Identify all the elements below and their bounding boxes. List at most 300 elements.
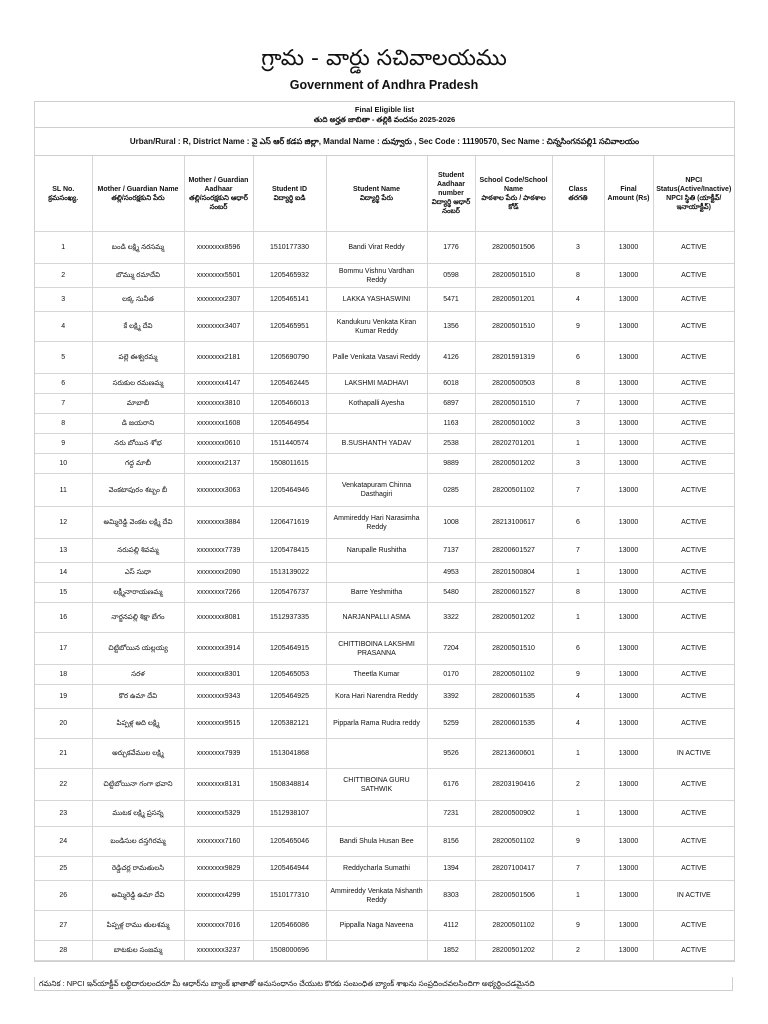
table-row	[35, 232, 734, 264]
cell-student-aadhaar: 7231	[427, 801, 475, 827]
cell-final-amount: 13000	[604, 507, 653, 539]
cell-npci-status: ACTIVE	[653, 709, 734, 739]
cell-npci-status: IN ACTIVE	[653, 881, 734, 911]
cell-npci-status: ACTIVE	[653, 857, 734, 881]
cell-student-id: 1205382121	[253, 709, 326, 739]
cell-class: 1	[552, 801, 604, 827]
cell-sl-no: 22	[35, 769, 92, 801]
cell-class: 3	[552, 454, 604, 474]
cell-sl-no: 20	[35, 709, 92, 739]
table-row	[35, 709, 734, 739]
cell-npci-status: ACTIVE	[653, 312, 734, 342]
table-row	[35, 827, 734, 857]
cell-class: 4	[552, 709, 604, 739]
cell-mother-aadhaar: xxxxxxxx3810	[184, 394, 253, 414]
cell-sl-no: 3	[35, 288, 92, 312]
cell-mother-name: బొమ్ము రమాదేవి	[92, 264, 184, 288]
cell-student-aadhaar: 3322	[427, 603, 475, 633]
cell-npci-status: ACTIVE	[653, 474, 734, 507]
cell-student-id: 1511440574	[253, 434, 326, 454]
cell-student-name: Palle Venkata Vasavi Reddy	[326, 342, 427, 374]
cell-student-aadhaar: 0598	[427, 264, 475, 288]
cell-mother-name: ఎస్ సుధా	[92, 563, 184, 583]
cell-npci-status: ACTIVE	[653, 454, 734, 474]
cell-student-aadhaar: 5259	[427, 709, 475, 739]
cell-final-amount: 13000	[604, 857, 653, 881]
cell-student-name	[326, 941, 427, 961]
cell-student-id: 1205478415	[253, 539, 326, 563]
cell-sl-no: 12	[35, 507, 92, 539]
cell-student-name: Pipparla Rama Rudra reddy	[326, 709, 427, 739]
cell-npci-status: ACTIVE	[653, 539, 734, 563]
cell-mother-aadhaar: xxxxxxxx3914	[184, 633, 253, 665]
cell-student-name: CHITTIBOINA LAKSHMI PRASANNA	[326, 633, 427, 665]
cell-student-aadhaar: 1776	[427, 232, 475, 264]
cell-student-name: B.SUSHANTH YADAV	[326, 434, 427, 454]
cell-student-id: 1206471619	[253, 507, 326, 539]
column-header-mother-name: Mother / Guardian Name తల్లి/సంరక్షకుని పేరు	[92, 156, 184, 232]
cell-final-amount: 13000	[604, 603, 653, 633]
cell-mother-name: పిప్పళ్ల అది లక్ష్మి	[92, 709, 184, 739]
cell-npci-status: ACTIVE	[653, 264, 734, 288]
column-header-student-id: Student ID విద్యార్థి ఐడి	[253, 156, 326, 232]
cell-student-name	[326, 739, 427, 769]
cell-class: 1	[552, 563, 604, 583]
cell-student-name: Kothapalli Ayesha	[326, 394, 427, 414]
table-body	[35, 232, 734, 961]
cell-school-code: 28201500804	[475, 563, 552, 583]
cell-school-code: 28200501510	[475, 264, 552, 288]
list-title-en: Final Eligible list	[354, 105, 415, 114]
cell-final-amount: 13000	[604, 911, 653, 941]
cell-student-aadhaar: 6897	[427, 394, 475, 414]
cell-mother-aadhaar: xxxxxxxx3237	[184, 941, 253, 961]
cell-mother-aadhaar: xxxxxxxx3884	[184, 507, 253, 539]
cell-student-id: 1513139022	[253, 563, 326, 583]
cell-final-amount: 13000	[604, 394, 653, 414]
cell-npci-status: ACTIVE	[653, 665, 734, 685]
cell-school-code: 28200501202	[475, 454, 552, 474]
cell-class: 3	[552, 414, 604, 434]
cell-student-name: LAKSHMI MADHAVI	[326, 374, 427, 394]
cell-school-code: 28201591319	[475, 342, 552, 374]
cell-student-name: Barre Yeshmitha	[326, 583, 427, 603]
cell-class: 8	[552, 264, 604, 288]
cell-class: 9	[552, 911, 604, 941]
cell-student-id: 1205466086	[253, 911, 326, 941]
cell-sl-no: 23	[35, 801, 92, 827]
cell-npci-status: ACTIVE	[653, 685, 734, 709]
cell-student-name	[326, 454, 427, 474]
table-row	[35, 312, 734, 342]
cell-student-aadhaar: 8156	[427, 827, 475, 857]
table-row	[35, 769, 734, 801]
table-row	[35, 603, 734, 633]
cell-mother-aadhaar: xxxxxxxx5501	[184, 264, 253, 288]
cell-final-amount: 13000	[604, 434, 653, 454]
cell-mother-name: రెడ్డిచర్ల రామతులసి	[92, 857, 184, 881]
cell-student-id: 1508348814	[253, 769, 326, 801]
cell-class: 2	[552, 941, 604, 961]
cell-student-aadhaar: 1163	[427, 414, 475, 434]
cell-student-name: Pippalla Naga Naveena	[326, 911, 427, 941]
cell-student-aadhaar: 7137	[427, 539, 475, 563]
cell-student-id: 1510177310	[253, 881, 326, 911]
cell-student-name: Theetla Kumar	[326, 665, 427, 685]
cell-sl-no: 21	[35, 739, 92, 769]
cell-mother-aadhaar: xxxxxxxx8131	[184, 769, 253, 801]
cell-student-id: 1513041868	[253, 739, 326, 769]
cell-mother-aadhaar: xxxxxxxx1608	[184, 414, 253, 434]
cell-mother-aadhaar: xxxxxxxx2090	[184, 563, 253, 583]
column-header-final-amount: Final Amount (Rs)	[604, 156, 653, 232]
column-header-class: Class తరగతి	[552, 156, 604, 232]
cell-mother-aadhaar: xxxxxxxx9515	[184, 709, 253, 739]
cell-student-aadhaar: 4953	[427, 563, 475, 583]
cell-class: 2	[552, 769, 604, 801]
cell-npci-status: ACTIVE	[653, 507, 734, 539]
cell-student-aadhaar: 7204	[427, 633, 475, 665]
cell-school-code: 28200500902	[475, 801, 552, 827]
cell-mother-aadhaar: xxxxxxxx8596	[184, 232, 253, 264]
table-row	[35, 288, 734, 312]
list-title-te: తుది అర్హత జాబితా - తల్లికి వందనం 2025-2026	[313, 115, 456, 124]
cell-mother-aadhaar: xxxxxxxx9343	[184, 685, 253, 709]
cell-student-aadhaar: 1394	[427, 857, 475, 881]
cell-student-aadhaar: 2538	[427, 434, 475, 454]
cell-npci-status: ACTIVE	[653, 288, 734, 312]
table-row	[35, 394, 734, 414]
cell-sl-no: 11	[35, 474, 92, 507]
cell-final-amount: 13000	[604, 941, 653, 961]
cell-school-code: 28200501510	[475, 394, 552, 414]
cell-class: 7	[552, 394, 604, 414]
cell-final-amount: 13000	[604, 539, 653, 563]
cell-npci-status: IN ACTIVE	[653, 739, 734, 769]
cell-class: 6	[552, 507, 604, 539]
cell-student-id: 1512938107	[253, 801, 326, 827]
cell-mother-aadhaar: xxxxxxxx2307	[184, 288, 253, 312]
cell-npci-status: ACTIVE	[653, 342, 734, 374]
cell-student-id: 1205464925	[253, 685, 326, 709]
cell-mother-name: బండి లక్ష్మి నరసమ్మ	[92, 232, 184, 264]
cell-mother-aadhaar: xxxxxxxx7266	[184, 583, 253, 603]
table-row	[35, 539, 734, 563]
cell-school-code: 28200501510	[475, 633, 552, 665]
cell-npci-status: ACTIVE	[653, 374, 734, 394]
cell-school-code: 28200501002	[475, 414, 552, 434]
secretariat-info-line: Urban/Rural : R, District Name : వై ఎస్ ఆర్ కడప జిల్లా, Mandal Name : దువ్వూరు , Sec Code : 11190570, Sec Name : చిన్నసింగనపల్లి1 సచివాలయం	[35, 128, 734, 156]
list-title-block	[35, 102, 734, 128]
cell-class: 7	[552, 474, 604, 507]
eligible-list-table	[35, 156, 734, 961]
cell-school-code: 28200501202	[475, 941, 552, 961]
cell-final-amount: 13000	[604, 374, 653, 394]
cell-class: 9	[552, 827, 604, 857]
cell-student-name	[326, 563, 427, 583]
table-row	[35, 342, 734, 374]
cell-final-amount: 13000	[604, 232, 653, 264]
cell-student-aadhaar: 6176	[427, 769, 475, 801]
cell-student-name: Narupalle Rushitha	[326, 539, 427, 563]
cell-school-code: 28200501201	[475, 288, 552, 312]
table-header-row	[35, 156, 734, 232]
cell-student-aadhaar: 5480	[427, 583, 475, 603]
cell-class: 1	[552, 603, 604, 633]
column-header-sl-no: SL No. క్రమసంఖ్య.	[35, 156, 92, 232]
cell-final-amount: 13000	[604, 474, 653, 507]
cell-sl-no: 9	[35, 434, 92, 454]
cell-school-code: 28200601535	[475, 709, 552, 739]
cell-mother-name: చిట్టిబోయినా గంగా భవాని	[92, 769, 184, 801]
cell-final-amount: 13000	[604, 881, 653, 911]
cell-mother-name: కే లక్ష్మి దేవి	[92, 312, 184, 342]
cell-sl-no: 4	[35, 312, 92, 342]
cell-sl-no: 6	[35, 374, 92, 394]
cell-mother-name: చిట్టిబోయిన యల్లయ్య	[92, 633, 184, 665]
cell-mother-name: అమ్మిరెడ్డి వెంకట లక్ష్మి దేవి	[92, 507, 184, 539]
cell-npci-status: ACTIVE	[653, 769, 734, 801]
table-row	[35, 414, 734, 434]
cell-sl-no: 2	[35, 264, 92, 288]
cell-student-name: Kandukuru Venkata Kiran Kumar Reddy	[326, 312, 427, 342]
cell-student-id: 1205462445	[253, 374, 326, 394]
cell-school-code: 28213100617	[475, 507, 552, 539]
table-row	[35, 881, 734, 911]
cell-mother-aadhaar: xxxxxxxx2137	[184, 454, 253, 474]
cell-npci-status: ACTIVE	[653, 801, 734, 827]
cell-sl-no: 19	[35, 685, 92, 709]
cell-class: 7	[552, 857, 604, 881]
cell-final-amount: 13000	[604, 342, 653, 374]
cell-final-amount: 13000	[604, 739, 653, 769]
cell-student-name: NARJANPALLI ASMA	[326, 603, 427, 633]
cell-npci-status: ACTIVE	[653, 911, 734, 941]
cell-final-amount: 13000	[604, 769, 653, 801]
column-header-school-code: School Code/School Name పాఠశాల పేరు / పాఠశాల కోడ్	[475, 156, 552, 232]
table-row	[35, 665, 734, 685]
cell-student-id: 1205465141	[253, 288, 326, 312]
cell-final-amount: 13000	[604, 312, 653, 342]
cell-student-aadhaar: 4126	[427, 342, 475, 374]
cell-student-aadhaar: 1852	[427, 941, 475, 961]
cell-class: 9	[552, 312, 604, 342]
cell-sl-no: 13	[35, 539, 92, 563]
cell-student-aadhaar: 1356	[427, 312, 475, 342]
cell-final-amount: 13000	[604, 454, 653, 474]
cell-mother-aadhaar: xxxxxxxx0610	[184, 434, 253, 454]
cell-student-aadhaar: 1008	[427, 507, 475, 539]
cell-sl-no: 18	[35, 665, 92, 685]
cell-class: 9	[552, 665, 604, 685]
cell-final-amount: 13000	[604, 633, 653, 665]
cell-student-id: 1512937335	[253, 603, 326, 633]
cell-student-aadhaar: 3392	[427, 685, 475, 709]
cell-student-name: CHITTIBOINA GURU SATHWIK	[326, 769, 427, 801]
cell-mother-name: అమ్మిరెడ్డి ఉమా దేవి	[92, 881, 184, 911]
cell-school-code: 28200501506	[475, 232, 552, 264]
column-header-npci-status: NPCI Status(Active/Inactive) NPCI స్థితి (యాక్టీవ్/ఇనాయాక్టీవ్)	[653, 156, 734, 232]
cell-sl-no: 16	[35, 603, 92, 633]
cell-mother-aadhaar: xxxxxxxx3407	[184, 312, 253, 342]
cell-npci-status: ACTIVE	[653, 232, 734, 264]
cell-npci-status: ACTIVE	[653, 583, 734, 603]
cell-student-name: Ammireddy Venkata Nishanth Reddy	[326, 881, 427, 911]
cell-mother-name: లక్ష్మీనారాయణమ్మ	[92, 583, 184, 603]
cell-student-aadhaar: 6018	[427, 374, 475, 394]
cell-student-name: Kora Hari Narendra Reddy	[326, 685, 427, 709]
cell-final-amount: 13000	[604, 665, 653, 685]
cell-mother-aadhaar: xxxxxxxx3063	[184, 474, 253, 507]
cell-mother-name: నరుపల్లి శివమ్మ	[92, 539, 184, 563]
cell-student-aadhaar: 0285	[427, 474, 475, 507]
cell-mother-name: డి జయరాని	[92, 414, 184, 434]
cell-sl-no: 7	[35, 394, 92, 414]
cell-school-code: 28200501506	[475, 881, 552, 911]
cell-mother-aadhaar: xxxxxxxx8081	[184, 603, 253, 633]
cell-npci-status: ACTIVE	[653, 941, 734, 961]
cell-student-aadhaar: 9889	[427, 454, 475, 474]
cell-student-name: Bandi Shula Husan Bee	[326, 827, 427, 857]
cell-class: 6	[552, 342, 604, 374]
cell-mother-name: అర్చుకవేముల లక్ష్మి	[92, 739, 184, 769]
cell-mother-name: ముటక లక్ష్మి ప్రసన్న	[92, 801, 184, 827]
cell-student-name: Bandi Virat Reddy	[326, 232, 427, 264]
cell-class: 8	[552, 374, 604, 394]
cell-mother-aadhaar: xxxxxxxx8301	[184, 665, 253, 685]
cell-npci-status: ACTIVE	[653, 827, 734, 857]
cell-mother-aadhaar: xxxxxxxx7939	[184, 739, 253, 769]
cell-mother-name: బండిసుల దస్తగిరమ్మ	[92, 827, 184, 857]
cell-mother-aadhaar: xxxxxxxx7016	[184, 911, 253, 941]
table-row	[35, 454, 734, 474]
cell-npci-status: ACTIVE	[653, 633, 734, 665]
table-row	[35, 685, 734, 709]
cell-mother-name: వెంకటాపురం శబ్బం బీ	[92, 474, 184, 507]
cell-student-name: Venkatapuram Chinna Dasthagiri	[326, 474, 427, 507]
cell-mother-name: మాబాబీ	[92, 394, 184, 414]
cell-student-id: 1508011615	[253, 454, 326, 474]
cell-class: 1	[552, 434, 604, 454]
cell-school-code: 28200601527	[475, 583, 552, 603]
cell-school-code: 28200501102	[475, 474, 552, 507]
column-header-student-aadhaar: Student Aadhaar number విద్యార్థి ఆధార్ నంబర్	[427, 156, 475, 232]
cell-sl-no: 26	[35, 881, 92, 911]
cell-student-name: Reddycharla Sumathi	[326, 857, 427, 881]
cell-student-name	[326, 801, 427, 827]
cell-student-id: 1205476737	[253, 583, 326, 603]
cell-mother-aadhaar: xxxxxxxx7160	[184, 827, 253, 857]
cell-school-code: 28213600601	[475, 739, 552, 769]
cell-student-id: 1205464954	[253, 414, 326, 434]
cell-mother-name: లక్క సునీత	[92, 288, 184, 312]
cell-mother-aadhaar: xxxxxxxx7739	[184, 539, 253, 563]
cell-mother-name: నరు బోయిన శోభ	[92, 434, 184, 454]
cell-student-aadhaar: 4112	[427, 911, 475, 941]
cell-mother-name: కొర ఉమా దేవి	[92, 685, 184, 709]
cell-final-amount: 13000	[604, 827, 653, 857]
cell-student-id: 1205466013	[253, 394, 326, 414]
table-row	[35, 374, 734, 394]
cell-school-code: 28200500503	[475, 374, 552, 394]
cell-mother-name: గద్ద మాబీ	[92, 454, 184, 474]
table-row	[35, 941, 734, 961]
cell-mother-aadhaar: xxxxxxxx4299	[184, 881, 253, 911]
cell-final-amount: 13000	[604, 563, 653, 583]
table-row	[35, 474, 734, 507]
cell-school-code: 28200601535	[475, 685, 552, 709]
table-row	[35, 264, 734, 288]
cell-sl-no: 17	[35, 633, 92, 665]
cell-final-amount: 13000	[604, 685, 653, 709]
cell-student-id: 1205465046	[253, 827, 326, 857]
cell-student-id: 1508000696	[253, 941, 326, 961]
eligible-list-frame	[34, 101, 735, 962]
cell-class: 1	[552, 739, 604, 769]
footer-note: గమనిక : NPCI ఇన్‌యాక్టీవ్ లబ్ధిదారులందరూ మీ ఆధార్‌ను బ్యాంక్ ఖాతాతో అనుసంధానం చేయుట కొరకు సంబంధిత బ్యాంక్ శాఖను సంప్రదించవలసిందిగా అభ్యర్థించడమైనది	[34, 977, 733, 991]
cell-school-code: 28200501102	[475, 665, 552, 685]
cell-class: 8	[552, 583, 604, 603]
cell-mother-aadhaar: xxxxxxxx4147	[184, 374, 253, 394]
cell-student-id: 1205464915	[253, 633, 326, 665]
cell-class: 7	[552, 539, 604, 563]
cell-sl-no: 27	[35, 911, 92, 941]
cell-mother-name: సరుకుల రమణమ్మ	[92, 374, 184, 394]
cell-mother-aadhaar: xxxxxxxx5329	[184, 801, 253, 827]
cell-sl-no: 8	[35, 414, 92, 434]
cell-mother-name: పిప్పళ్ల రాము తులశమ్మ	[92, 911, 184, 941]
cell-mother-aadhaar: xxxxxxxx2181	[184, 342, 253, 374]
cell-npci-status: ACTIVE	[653, 563, 734, 583]
cell-final-amount: 13000	[604, 583, 653, 603]
table-row	[35, 583, 734, 603]
cell-school-code: 28202701201	[475, 434, 552, 454]
cell-mother-name: పల్లె ఈశ్వరమ్మ	[92, 342, 184, 374]
cell-sl-no: 5	[35, 342, 92, 374]
cell-class: 4	[552, 288, 604, 312]
cell-mother-aadhaar: xxxxxxxx9829	[184, 857, 253, 881]
cell-class: 1	[552, 881, 604, 911]
cell-sl-no: 28	[35, 941, 92, 961]
cell-sl-no: 10	[35, 454, 92, 474]
table-row	[35, 911, 734, 941]
cell-student-id: 1205465932	[253, 264, 326, 288]
cell-npci-status: ACTIVE	[653, 603, 734, 633]
cell-school-code: 28200601527	[475, 539, 552, 563]
table-row	[35, 507, 734, 539]
cell-student-aadhaar: 5471	[427, 288, 475, 312]
cell-student-name: Ammireddy Hari Narasimha Reddy	[326, 507, 427, 539]
cell-student-aadhaar: 0170	[427, 665, 475, 685]
cell-sl-no: 24	[35, 827, 92, 857]
cell-school-code: 28207100417	[475, 857, 552, 881]
cell-student-id: 1205465053	[253, 665, 326, 685]
column-header-student-name: Student Name విద్యార్థి పేరు	[326, 156, 427, 232]
cell-sl-no: 14	[35, 563, 92, 583]
cell-class: 3	[552, 232, 604, 264]
cell-mother-name: బాటకుల సంజమ్మ	[92, 941, 184, 961]
cell-mother-name: సరళ	[92, 665, 184, 685]
cell-mother-name: నార్జనపల్లి శిక్షా బేగం	[92, 603, 184, 633]
table-row	[35, 434, 734, 454]
cell-student-name	[326, 414, 427, 434]
page-subtitle: Government of Andhra Pradesh	[289, 78, 479, 92]
cell-school-code: 28200501102	[475, 911, 552, 941]
cell-student-aadhaar: 8303	[427, 881, 475, 911]
table-row	[35, 801, 734, 827]
cell-student-id: 1205464944	[253, 857, 326, 881]
cell-sl-no: 15	[35, 583, 92, 603]
